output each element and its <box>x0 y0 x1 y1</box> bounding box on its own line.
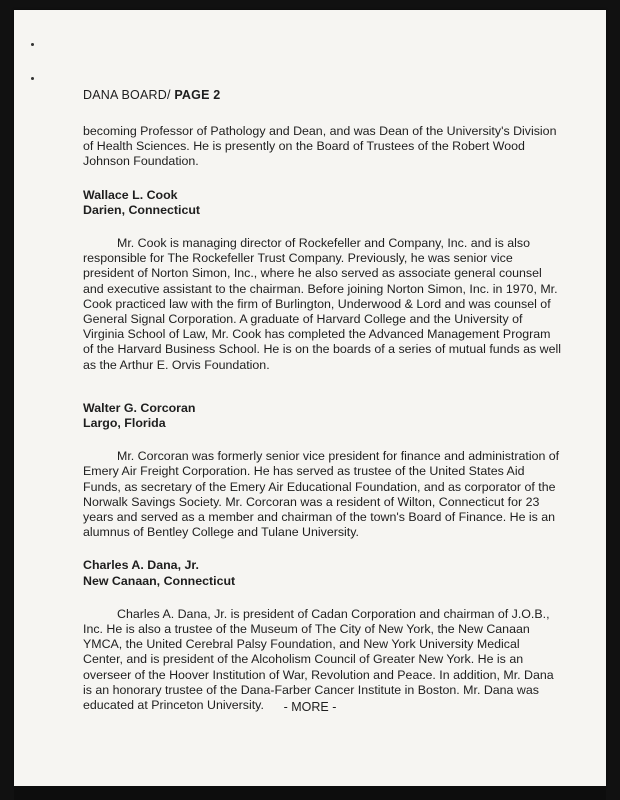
intro-paragraph: becoming Professor of Pathology and Dean, and was Dean of the University's Division of Health Sciences. He is presently on the Board of Trustees of the Robert Wood Johnson Foundation. <box>83 124 557 169</box>
punch-mark <box>31 43 34 46</box>
entry-name: Walter G. Corcoran <box>83 400 196 415</box>
entry-dana <box>83 558 561 713</box>
section-spacer <box>83 540 561 558</box>
entry-place: Darien, Connecticut <box>83 202 201 217</box>
entry-name: Charles A. Dana, Jr. <box>83 558 199 573</box>
header-page-label: PAGE 2 <box>174 88 221 102</box>
header-prefix: DANA BOARD/ <box>83 88 175 102</box>
entry-corcoran <box>83 401 561 541</box>
entry-bio: Mr. Cook is managing director of Rockefeller and Company, Inc. and is also responsible for The Rockefeller Trust Company. Previously, he was senior vice president of Norton Simon, Inc., where he also served as associate general counsel and executive assistant to the chairman. Before joining Norton Simon, Inc. in 1970, Mr. Cook practiced law with the firm of Burlington, Underwood & Lord and was counsel of General Signal Corporation. A graduate of Harvard College and the University of Virginia School of Law, Mr. Cook has completed the Advanced Management Program of the Harvard Business School. He is on the boards of a series of mutual funds as well as the Arthur E. Orvis Foundation. <box>83 236 561 372</box>
section-spacer <box>83 373 561 401</box>
entry-cook <box>83 188 561 373</box>
more-footer: - MORE - <box>283 700 337 714</box>
punch-mark <box>31 77 34 80</box>
document-page <box>14 10 606 786</box>
entry-place: Largo, Florida <box>83 416 166 431</box>
entry-place: New Canaan, Connecticut <box>83 573 236 588</box>
entry-name: Wallace L. Cook <box>83 187 178 202</box>
page-header <box>83 88 220 102</box>
document-body <box>83 124 561 713</box>
entry-bio: Mr. Corcoran was formerly senior vice president for finance and administration of Emery Air Freight Corporation. He has served as trustee of the United States Aid Funds, as secretary of the Emery Air Educational Foundation, and as corporator of the Norwalk Savings Society. Mr. Corcoran was a resident of Wilton, Connecticut for 23 years and served as a member and chairman of the town's Board of Finance. He is an alumnus of Bentley College and Tulane University. <box>83 449 560 540</box>
scan-edge <box>14 786 606 800</box>
entry-bio: Charles A. Dana, Jr. is president of Cadan Corporation and chairman of J.O.B., Inc. He is also a trustee of the Museum of The City of New York, the New Canaan YMCA, the United Cerebral Palsy Foundation, and New York University Medical Center, and is president of the Alcoholism Council of Greater New York. He is an overseer of the Hoover Institution of War, Revolution and Peace. In addition, Mr. Dana is an honorary trustee of the Dana-Farber Cancer Institute in Boston. Mr. Dana was educated at Princeton University. <box>83 606 554 713</box>
